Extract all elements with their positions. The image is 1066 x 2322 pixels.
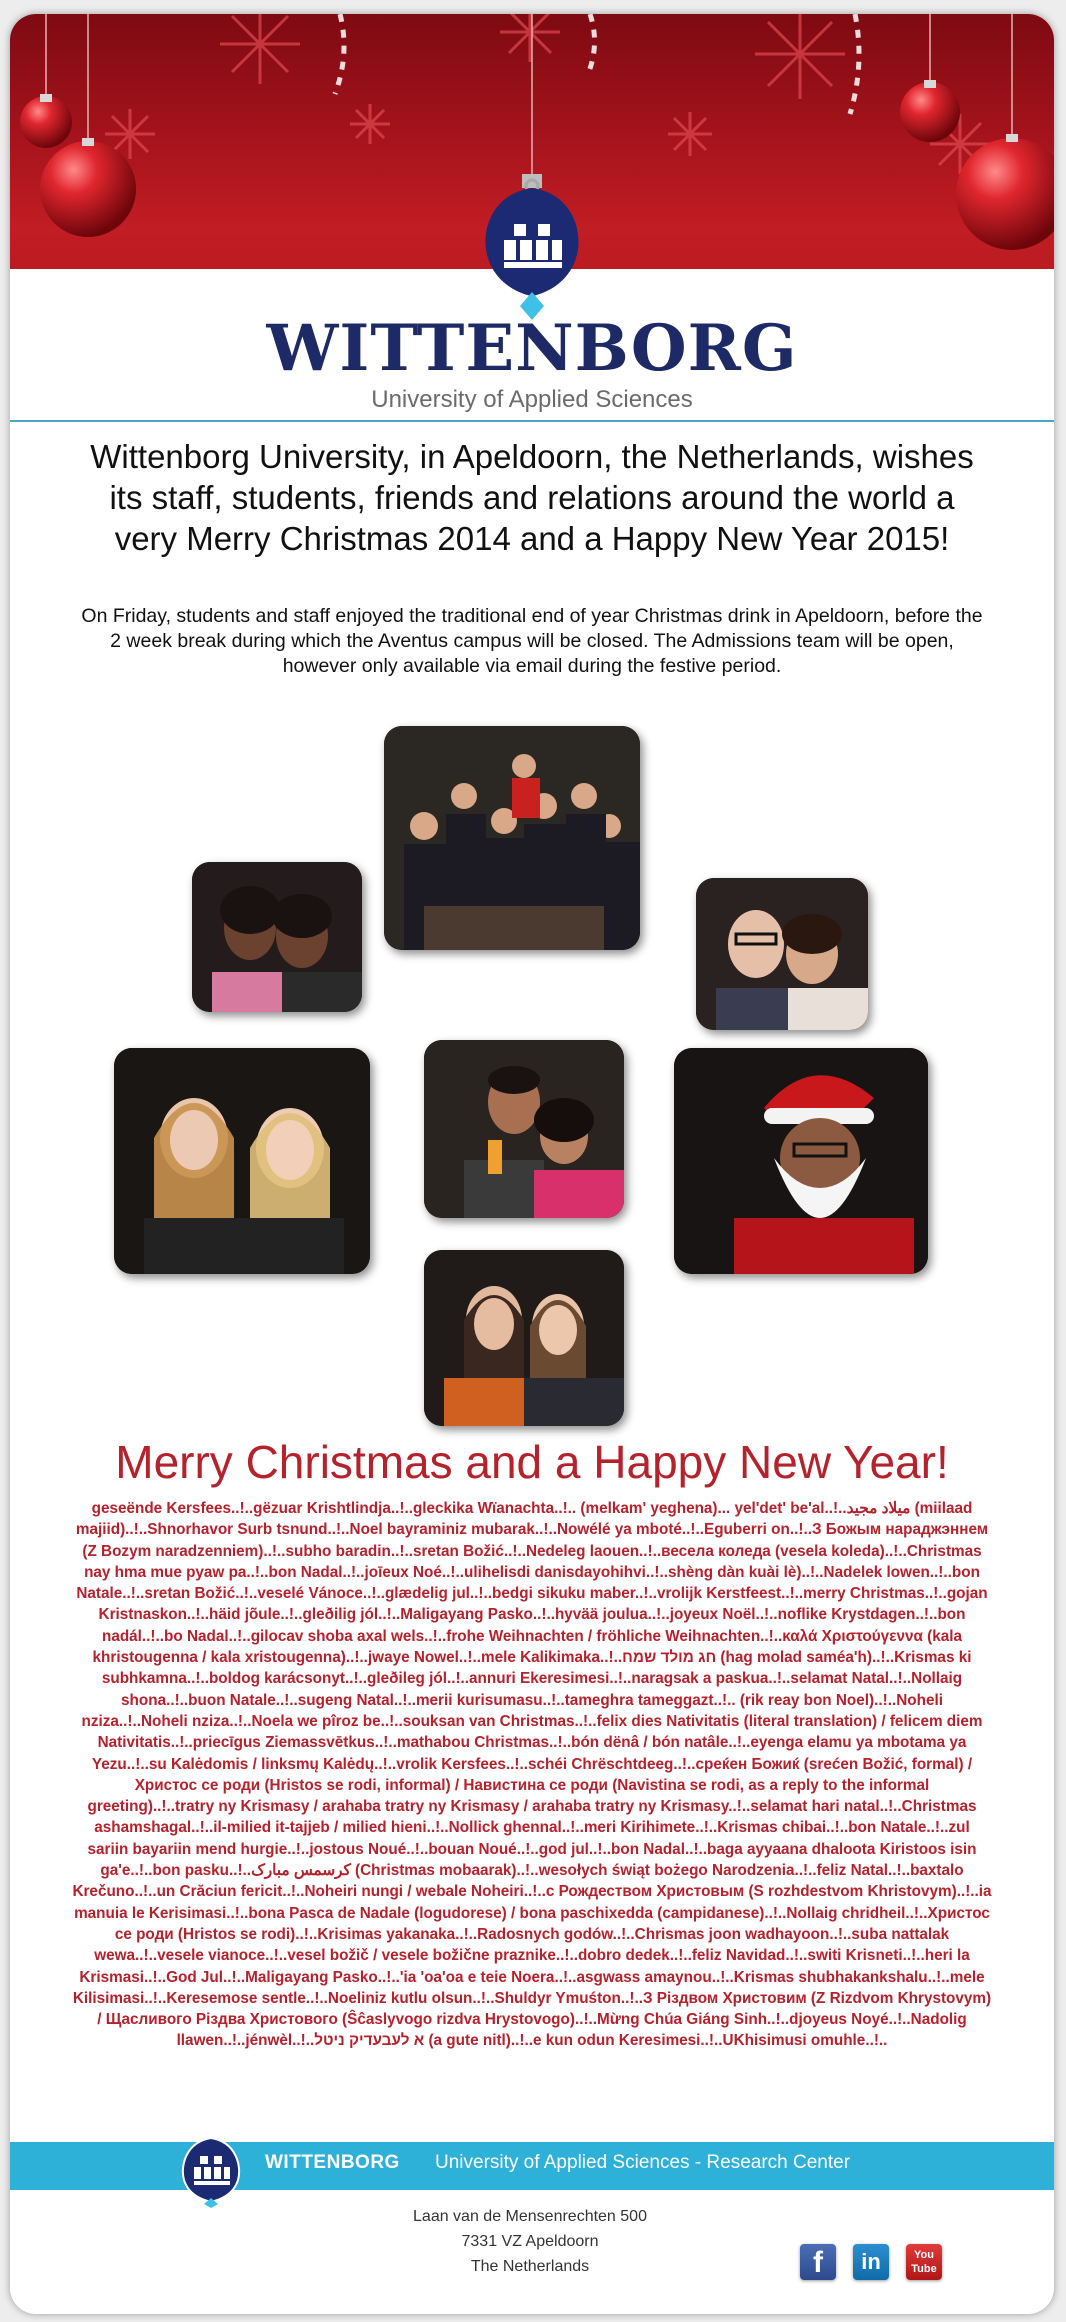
merry-christmas-title: Merry Christmas and a Happy New Year!	[115, 1436, 949, 1488]
address-street: Laan van de Mensenrechten 500	[413, 2208, 647, 2225]
youtube-label-top: You	[914, 2249, 934, 2261]
linkedin-icon[interactable]: in	[853, 2244, 889, 2280]
header-divider	[10, 420, 1054, 422]
photo-group-party	[384, 726, 640, 950]
facebook-icon[interactable]: f	[800, 2244, 836, 2280]
photo-santa	[674, 1048, 928, 1274]
address-block	[370, 2204, 690, 2279]
youtube-icon[interactable]	[906, 2244, 942, 2280]
brand-subtitle: University of Applied Sciences	[371, 386, 693, 413]
photo-two-women	[192, 862, 362, 1012]
address-city: 7331 VZ Apeldoorn	[461, 2233, 599, 2250]
intro-paragraph: On Friday, students and staff enjoyed the traditional end of year Christmas drink in Apeldoorn, before the 2 week break during which the Aventus campus will be closed. The Admissions team will be open, however only available via email during the festive period.	[81, 605, 983, 677]
youtube-label-bottom: Tube	[911, 2263, 937, 2275]
wittenborg-logo-icon	[480, 174, 584, 324]
newsletter-card	[10, 14, 1054, 2314]
photo-two-blondes	[114, 1048, 370, 1274]
brand-name: WITTENBORG	[266, 311, 798, 386]
photo-man-woman-drink	[424, 1040, 624, 1218]
address-country: The Netherlands	[470, 2258, 590, 2275]
multilingual-greetings: geseënde Kersfees..!..gëzuar Krishtlindja..!..gleckika Wïanachta..!.. (melkam' yeghena)... yel'det' be'al..!..ميلاد مجيد (miilaad majiid)..!..Shnorhavor Surb tsnund..!..Noel bayraminiz mubarak..!..Nowélé ya mboté..!..Eguberri on..!..З Божым нараджэннем (Z Bozym naradzenniem)..!..subho baradin..!..sretan Božić..!..Nedeleg laouen..!..весела коледа (vesela koleda)..!..Christmas nay hma mue pyaw pa..!..bon Nadal..!..joīeux Noé..!..ulihelisdi danisdayohihvi..!..shèng dàn kuài lè)..!..Nadelek lowen..!..bon Natale..!..sretan Božić..!..veselé Vánoce..!..glædelig jul..!..bedgi sikuku maber..!..vrolijk Kerstfeest..!..merry Christmas..!..gojan Kristnaskon..!..häid jõule..!..gleðilig jól..!..Maligayang Pasko..!..hyvää joulua..!..joyeux Noël..!..noflike Krystdagen..!..bon nadál..!..bo Nadal..!..gilocav shoba axal wels..!..frohe Weihnachten / fröhliche Weihnachten..!..καλά Χριστούγεννα (kala khristougenna / kala xristougenna)..!..jwaye Nowel..!..mele Kalikimaka..!..חג מולד שמח (hag molad saméa'h)..!..Krismas ki subhkamna..!..boldog karácsonyt..!..gleðileg jól..!..annuri Ekeresimesi..!..naragsak a paskua..!..selamat Natal..!..Nollaig shona..!..buon Natale..!..sugeng Natal..!..merii kurisumasu..!..tameghra tameggazt..!.. (rik reay bon Noel)..!..Noheli nziza..!..Noheli nziza..!..Noela we pîroz be..!..souksan van Christmas..!..felix dies Nativitatis (literal translation) / felicem diem Nativitatis..!..priecīgus Ziemassvētkus..!..mathabou Christmas..!..bón dënâ / bón natâle..!..eyenga elamu ya mbotama ya Yezu..!..su Kalėdomis / linksmų Kalėdų..!..vrolik Kersfees..!..schéi Chrëschtdeeg..!..среќен Божиќ (srećen Božić, formal) / Христос се роди (Hristos se rodi, informal) / Навистина се роди (Navistina se rodi, as a reply to the informal greeting)..!..tratry ny Krismasy / arahaba tratry ny Krismasy / arahaba tratry ny Krismasy..!..selamat hari natal..!..Christmas ashamshagal..!..il-milied it-tajjeb / milied hieni..!..Nollick ghennal..!..meri Kirihimete..!..Krismas chibai..!..bon Natale..!..zul sariin bayariin mend hurgie..!..jostous Noué..!..bouan Noué..!..god jul..!..bon Nadal..!..baga ayyaana dhaloota Kiristoos isin ga'e..!..bon pasku..!..کرسمس مبارک (Christmas mobaarak)..!..wesołych świąt bożego Narodzenia..!..feliz Natal..!..baxtalo Krečuno..!..un Crăciun fericit..!..Noheiri nungi / webale Noheiri..!..с Рождеством Христовым (S rozhdestvom Khristovym)..!..ia manuia le Kerisimasi..!..bona Pasca de Nadale (logudorese) / bona paschixedda (campidanese)..!..Nollaig chridheil..!..Христос се роди (Hristos se rodi)..!..Krisimas yakanaka..!..Radosnych godów..!..Chrismas joon wadhayoon..!..suba nattalak wewa..!..vesele vianoce..!..vesel božič / vesele božične praznike..!..dobro dedek..!..feliz Navidad..!..switi Krisneti..!..heri la Krismasi..!..God Jul..!..Maligayang Pasko..!..'ia 'oa'oa e teie Noera..!..asgwass amaynou..!..Krismas shubhakankshalu..!..mele Kilisimasi..!..Keresemose sentle..!..Noeliniz kutlu olsun..!..Shuldyr Ymuśton..!..З Різдвом Христовим (Z Rizdvom Khrystovym) / Щасливого Різдва Христового (Ŝĉaslyvogo rizdva Hrystovogo)..!..Mừng Chúa Giáng Sinh..!..djoyeus Noyé..!..Nadolig llawen..!..jénwèl..!..א לעבעדיק ניטל (a gute nitl)..!..e kun odun Keresimesi..!..UKhisimusi omuhle..!..	[72, 1500, 992, 2050]
footer-brand: WITTENBORG	[265, 2152, 400, 2173]
photo-two-friends	[424, 1250, 624, 1426]
photo-couple	[696, 878, 868, 1030]
footer-tagline: University of Applied Sciences - Research Center	[435, 2152, 851, 2173]
wittenborg-footer-logo-icon	[180, 2136, 242, 2208]
headline: Wittenborg University, in Apeldoorn, the Netherlands, wishes its staff, students, friends and relations around the world a very Merry Christmas 2014 and a Happy New Year 2015!	[90, 438, 974, 557]
